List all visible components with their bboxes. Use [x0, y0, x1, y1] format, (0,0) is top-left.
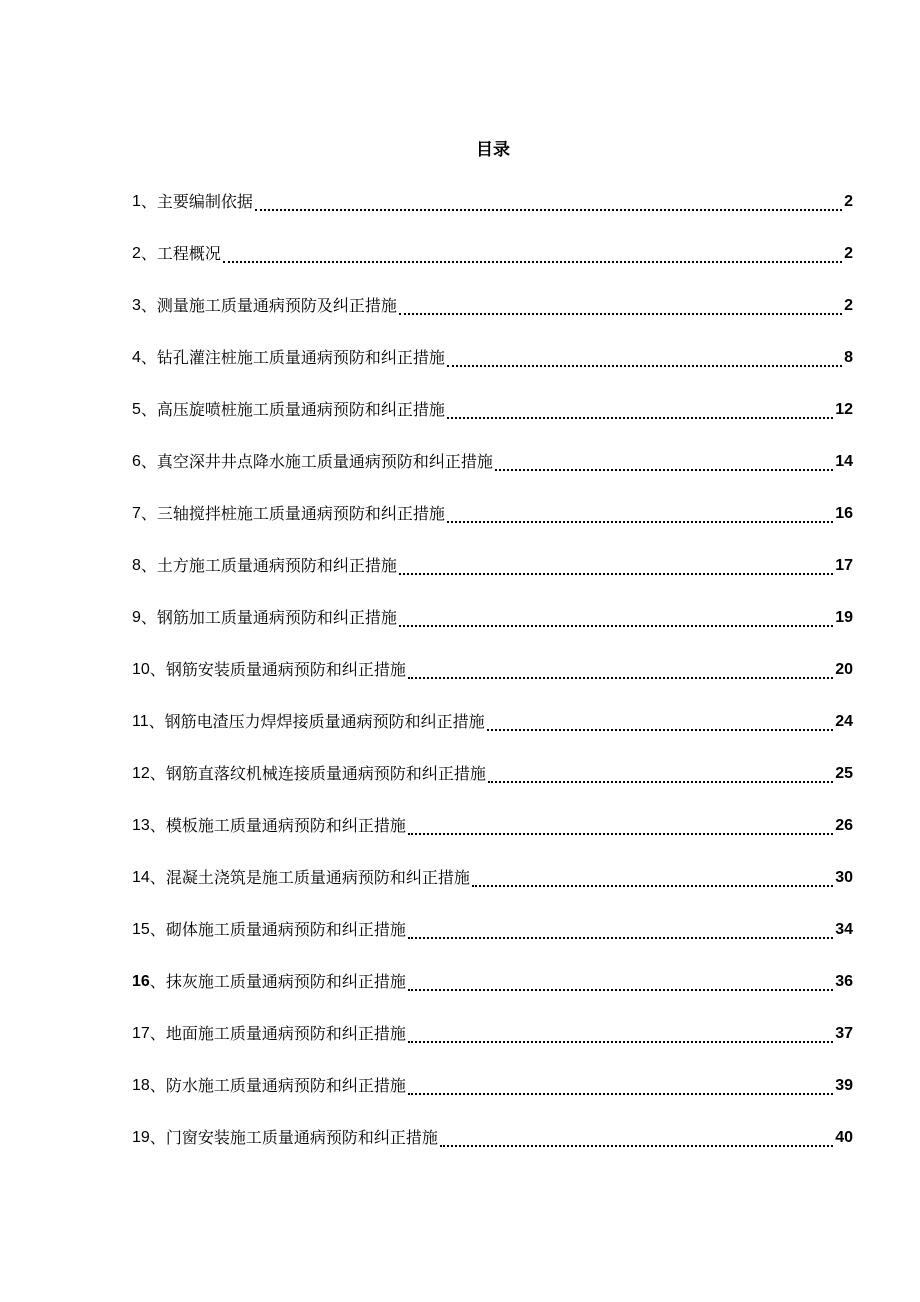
toc-entry-title: 模板施工质量通病预防和纠正措施: [165, 816, 406, 835]
toc-entry-number: 2: [132, 245, 141, 262]
toc-entry[interactable]: [132, 657, 853, 709]
toc-dot-leader: [487, 709, 834, 731]
toc-entry[interactable]: [132, 917, 853, 969]
toc-entry-title: 工程概况: [156, 244, 221, 263]
toc-dot-leader: [495, 449, 833, 471]
toc-entry-separator: 、: [149, 816, 166, 835]
toc-entry-title: 钢筋直落纹机械连接质量通病预防和纠正措施: [165, 764, 486, 783]
toc-entry-title: 钢筋安装质量通病预防和纠正措施: [165, 660, 406, 679]
toc-entry-number: 11: [132, 713, 149, 730]
toc-entry-page-number: 2: [844, 297, 853, 314]
toc-entry-separator: 、: [149, 972, 166, 991]
toc-entry-separator: 、: [140, 296, 157, 315]
toc-entry[interactable]: [132, 761, 853, 813]
toc-entry[interactable]: [132, 1073, 853, 1125]
toc-entry-page-number: 25: [835, 765, 853, 782]
toc-entry-separator: 、: [140, 452, 157, 471]
toc-entry[interactable]: [132, 1125, 853, 1177]
toc-entry-page-number: 17: [835, 557, 853, 574]
toc-dot-leader: [488, 761, 833, 783]
toc-entry-page-number: 36: [835, 973, 853, 990]
toc-entry-page-number: 2: [844, 245, 853, 262]
toc-entry-number: 8: [132, 557, 141, 574]
toc-entry-number: 9: [132, 609, 141, 626]
toc-dot-leader: [447, 345, 842, 367]
toc-entry-page-number: 30: [835, 869, 853, 886]
toc-entry-separator: 、: [149, 920, 166, 939]
toc-entry[interactable]: [132, 1021, 853, 1073]
toc-entry-separator: 、: [149, 868, 166, 887]
toc-entry-separator: 、: [148, 712, 165, 731]
toc-entry-number: 10: [132, 661, 150, 678]
toc-entry-separator: 、: [149, 660, 166, 679]
toc-entry[interactable]: [132, 397, 853, 449]
toc-entry-number: 17: [132, 1025, 150, 1042]
toc-entry-title: 三轴搅拌桩施工质量通病预防和纠正措施: [156, 504, 445, 523]
toc-entry[interactable]: [132, 293, 853, 345]
toc-entry-separator: 、: [140, 400, 157, 419]
toc-entry-title: 测量施工质量通病预防及纠正措施: [156, 296, 397, 315]
toc-entry-title: 防水施工质量通病预防和纠正措施: [165, 1076, 406, 1095]
toc-entry-page-number: 16: [835, 505, 853, 522]
toc-entry-separator: 、: [140, 608, 157, 627]
toc-list: [132, 189, 853, 1177]
toc-dot-leader: [440, 1125, 833, 1147]
toc-entry-page-number: 19: [835, 609, 853, 626]
toc-dot-leader: [447, 501, 833, 523]
toc-entry-page-number: 14: [835, 453, 853, 470]
toc-entry-number: 4: [132, 349, 141, 366]
toc-entry-title: 主要编制依据: [156, 192, 253, 211]
toc-entry-separator: 、: [149, 764, 166, 783]
toc-dot-leader: [447, 397, 833, 419]
toc-entry-page-number: 40: [835, 1129, 853, 1146]
toc-dot-leader: [399, 605, 833, 627]
toc-entry-separator: 、: [149, 1024, 166, 1043]
toc-entry-page-number: 20: [835, 661, 853, 678]
toc-entry-page-number: 37: [835, 1025, 853, 1042]
toc-entry-title: 高压旋喷桩施工质量通病预防和纠正措施: [156, 400, 445, 419]
toc-entry-title: 砌体施工质量通病预防和纠正措施: [165, 920, 406, 939]
toc-entry-separator: 、: [140, 348, 157, 367]
toc-entry-number: 14: [132, 869, 150, 886]
toc-entry-number: 6: [132, 453, 141, 470]
toc-dot-leader: [408, 917, 833, 939]
toc-entry-title: 混凝土浇筑是施工质量通病预防和纠正措施: [165, 868, 470, 887]
toc-entry-title: 钢筋加工质量通病预防和纠正措施: [156, 608, 397, 627]
toc-entry[interactable]: [132, 813, 853, 865]
toc-entry[interactable]: [132, 553, 853, 605]
toc-entry-number: 19: [132, 1129, 150, 1146]
toc-dot-leader: [223, 241, 842, 263]
toc-entry-number: 12: [132, 765, 150, 782]
toc-entry[interactable]: [132, 345, 853, 397]
toc-entry-number: 3: [132, 297, 141, 314]
toc-entry[interactable]: [132, 449, 853, 501]
toc-entry-page-number: 39: [835, 1077, 853, 1094]
toc-entry-separator: 、: [149, 1128, 166, 1147]
toc-entry-title: 钻孔灌注桩施工质量通病预防和纠正措施: [156, 348, 445, 367]
toc-entry[interactable]: [132, 709, 853, 761]
toc-dot-leader: [255, 189, 842, 211]
toc-entry-separator: 、: [140, 192, 157, 211]
toc-entry-page-number: 12: [835, 401, 853, 418]
toc-dot-leader: [408, 813, 833, 835]
toc-dot-leader: [472, 865, 833, 887]
toc-entry-number: 1: [132, 193, 141, 210]
toc-entry-number: 7: [132, 505, 141, 522]
toc-dot-leader: [408, 1021, 833, 1043]
toc-dot-leader: [399, 293, 842, 315]
toc-entry[interactable]: [132, 865, 853, 917]
toc-entry-page-number: 24: [835, 713, 853, 730]
toc-entry-number: 18: [132, 1077, 150, 1094]
toc-entry-number: 13: [132, 817, 150, 834]
toc-entry-title: 门窗安装施工质量通病预防和纠正措施: [165, 1128, 438, 1147]
toc-entry-separator: 、: [140, 556, 157, 575]
toc-entry[interactable]: [132, 501, 853, 553]
toc-entry-page-number: 2: [844, 193, 853, 210]
toc-entry-title: 土方施工质量通病预防和纠正措施: [156, 556, 397, 575]
toc-entry-title: 真空深井井点降水施工质量通病预防和纠正措施: [156, 452, 493, 471]
toc-entry[interactable]: [132, 241, 853, 293]
toc-dot-leader: [408, 1073, 833, 1095]
toc-entry-number: 5: [132, 401, 141, 418]
toc-dot-leader: [399, 553, 833, 575]
toc-dot-leader: [408, 969, 833, 991]
toc-entry[interactable]: [132, 969, 853, 1021]
toc-dot-leader: [408, 657, 833, 679]
toc-entry-separator: 、: [140, 244, 157, 263]
toc-entry-page-number: 26: [835, 817, 853, 834]
toc-entry-title: 钢筋电渣压力焊焊接质量通病预防和纠正措施: [164, 712, 485, 731]
toc-entry[interactable]: [132, 605, 853, 657]
toc-entry-number: 15: [132, 921, 150, 938]
toc-entry[interactable]: [132, 189, 853, 241]
toc-entry-page-number: 34: [835, 921, 853, 938]
toc-entry-title: 抹灰施工质量通病预防和纠正措施: [165, 972, 406, 991]
toc-entry-separator: 、: [149, 1076, 166, 1095]
toc-entry-number: 16: [132, 973, 150, 990]
toc-title: 目录: [476, 140, 510, 160]
toc-entry-page-number: 8: [844, 349, 853, 366]
toc-entry-title: 地面施工质量通病预防和纠正措施: [165, 1024, 406, 1043]
toc-entry-separator: 、: [140, 504, 157, 523]
